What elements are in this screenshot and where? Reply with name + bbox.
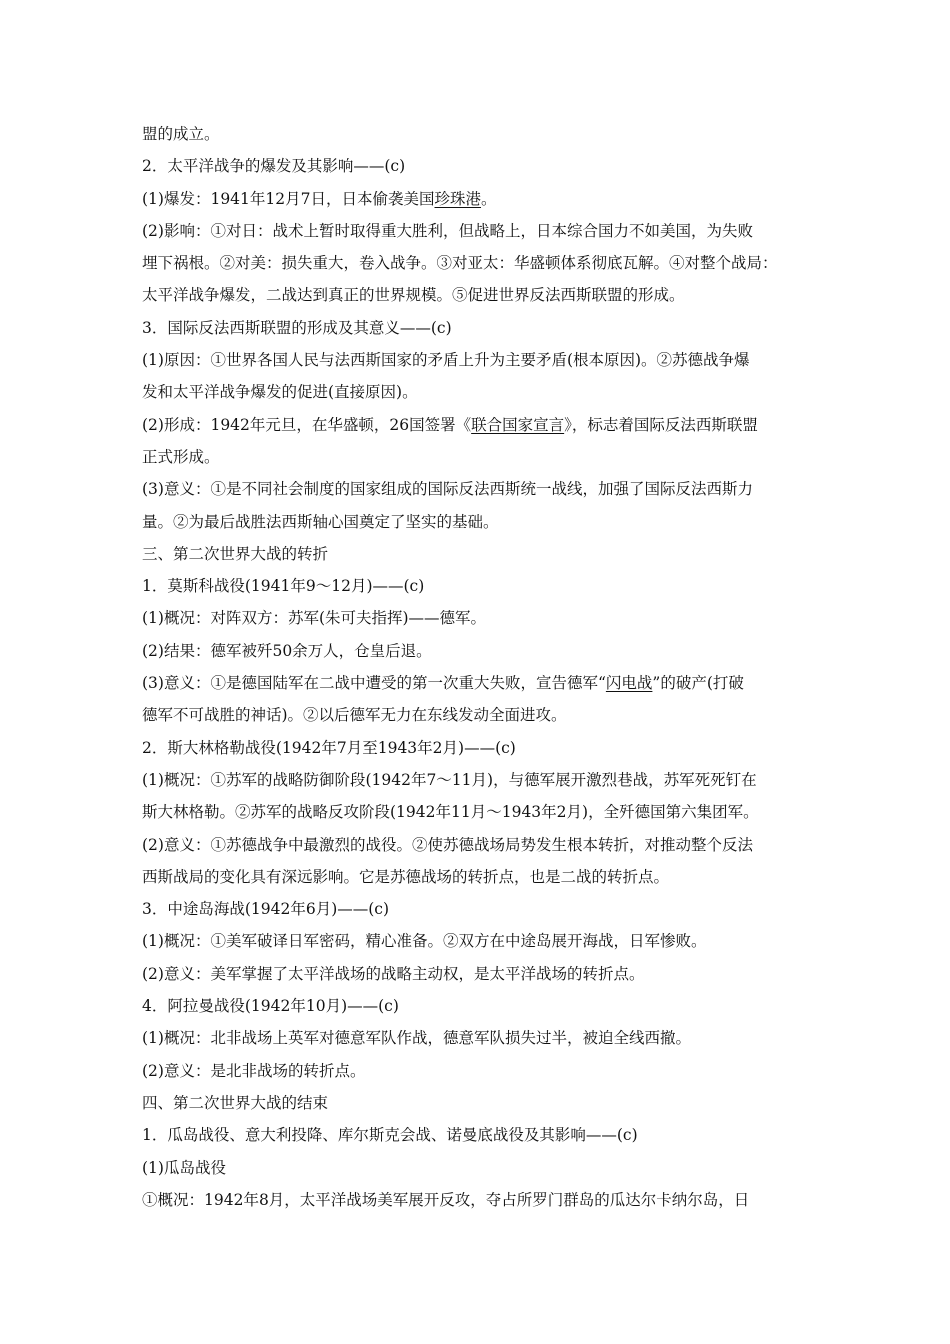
text-line xyxy=(142,861,818,893)
text-line xyxy=(142,183,818,215)
text-run: 德军不可战胜的神话)。②以后德军无力在东线发动全面进攻。 xyxy=(142,706,567,725)
underlined-term: 闪电战 xyxy=(605,674,653,693)
text-line xyxy=(142,732,818,764)
text-run: (2)影响：①对日：战术上暂时取得重大胜利，但战略上，日本综合国力不如美国，为失败 xyxy=(142,221,753,240)
text-run: 2．斯大林格勒战役(1942年7月至1943年2月)——(c) xyxy=(142,738,516,757)
text-run: (1)瓜岛战役 xyxy=(142,1158,226,1177)
text-run: 盟的成立。 xyxy=(142,125,220,143)
text-run: (3)意义：①是德国陆军在二战中遭受的第一次重大失败，宣告德军“ xyxy=(142,674,606,693)
text-line xyxy=(142,990,818,1022)
text-line xyxy=(142,925,818,957)
text-line xyxy=(142,118,818,150)
text-line xyxy=(142,441,818,473)
text-line xyxy=(142,764,818,796)
text-run: 正式形成。 xyxy=(142,447,220,466)
text-run: 。 xyxy=(481,189,497,208)
underlined-term: 珍珠港 xyxy=(434,189,482,208)
text-line xyxy=(142,1055,818,1087)
text-run: 量。②为最后战胜法西斯轴心国奠定了坚实的基础。 xyxy=(142,512,499,531)
text-run: 3．国际反法西斯联盟的形成及其意义——(c) xyxy=(142,318,452,337)
text-run: 四、第二次世界大战的结束 xyxy=(142,1093,329,1112)
text-run: (1)原因：①世界各国人民与法西斯国家的矛盾上升为主要矛盾(根本原因)。②苏德战争爆 xyxy=(142,351,750,370)
text-run: (1)爆发：1941年12月7日，日本偷袭美国 xyxy=(142,189,435,208)
text-line xyxy=(142,538,818,570)
text-run: (2)意义：是北非战场的转折点。 xyxy=(142,1061,366,1080)
text-line xyxy=(142,215,818,247)
text-run: ①概况：1942年8月，太平洋战场美军展开反攻，夺占所罗门群岛的瓜达尔卡纳尔岛，日 xyxy=(142,1190,750,1209)
text-line xyxy=(142,699,818,731)
text-line xyxy=(142,312,818,344)
text-line xyxy=(142,602,818,634)
underlined-term: 联合国家宣言 xyxy=(471,415,565,434)
text-run: 2．太平洋战争的爆发及其影响——(c) xyxy=(142,157,406,176)
text-run: (1)概况：①美军破译日军密码，精心准备。②双方在中途岛展开海战，日军惨败。 xyxy=(142,932,707,951)
text-run: (2)意义：①苏德战争中最激烈的战役。②使苏德战场局势发生根本转折，对推动整个反法 xyxy=(142,835,753,854)
text-run: (1)概况：北非战场上英军对德意军队作战，德意军队损失过半，被迫全线西撤。 xyxy=(142,1029,691,1048)
text-run: 4．阿拉曼战役(1942年10月)——(c) xyxy=(142,997,399,1016)
text-run: (1)概况：对阵双方：苏军(朱可夫指挥)——德军。 xyxy=(142,609,487,628)
text-line xyxy=(142,1119,818,1151)
text-run: 太平洋战争爆发，二战达到真正的世界规模。⑤促进世界反法西斯联盟的形成。 xyxy=(142,286,685,305)
text-line xyxy=(142,150,818,182)
text-line xyxy=(142,635,818,667)
text-line xyxy=(142,570,818,602)
text-line xyxy=(142,1022,818,1054)
text-line xyxy=(142,893,818,925)
text-run: 3．中途岛海战(1942年6月)——(c) xyxy=(142,900,390,919)
text-run: 发和太平洋战争爆发的促进(直接原因)。 xyxy=(142,383,418,402)
text-run: (2)结果：德军被歼50余万人，仓皇后退。 xyxy=(142,641,432,660)
text-run: (2)意义：美军掌握了太平洋战场的战略主动权，是太平洋战场的转折点。 xyxy=(142,964,645,983)
text-line xyxy=(142,829,818,861)
text-run: 》，标志着国际反法西斯联盟 xyxy=(564,415,758,434)
text-line xyxy=(142,1152,818,1184)
text-run: ”的破产(打破 xyxy=(652,674,744,693)
text-run: 西斯战局的变化具有深远影响。它是苏德战场的转折点，也是二战的转折点。 xyxy=(142,867,670,886)
text-run: 斯大林格勒。②苏军的战略反攻阶段(1942年11月～1943年2月)，全歼德国第六集团军。 xyxy=(142,803,759,822)
text-line xyxy=(142,796,818,828)
text-line xyxy=(142,376,818,408)
text-run: 1．莫斯科战役(1941年9～12月)——(c) xyxy=(142,577,425,596)
text-line xyxy=(142,667,818,699)
text-run: 三、第二次世界大战的转折 xyxy=(142,544,329,563)
text-run: (3)意义：①是不同社会制度的国家组成的国际反法西斯统一战线，加强了国际反法西斯力 xyxy=(142,480,753,499)
text-line xyxy=(142,958,818,990)
text-line xyxy=(142,1087,818,1119)
text-line xyxy=(142,279,818,311)
text-run: (2)形成：1942年元旦，在华盛顿，26国签署《 xyxy=(142,415,472,434)
text-line xyxy=(142,247,818,279)
text-line xyxy=(142,344,818,376)
text-line xyxy=(142,1184,818,1216)
text-run: 1．瓜岛战役、意大利投降、库尔斯克会战、诺曼底战役及其影响——(c) xyxy=(142,1126,638,1145)
text-line xyxy=(142,409,818,441)
document-page xyxy=(142,118,818,1216)
text-run: (1)概况：①苏军的战略防御阶段(1942年7～11月)，与德军展开激烈巷战，苏军死死钉在 xyxy=(142,770,757,789)
text-run: 埋下祸根。②对美：损失重大，卷入战争。③对亚太：华盛顿体系彻底瓦解。④对整个战局： xyxy=(142,254,778,273)
text-line xyxy=(142,473,818,505)
text-line xyxy=(142,506,818,538)
